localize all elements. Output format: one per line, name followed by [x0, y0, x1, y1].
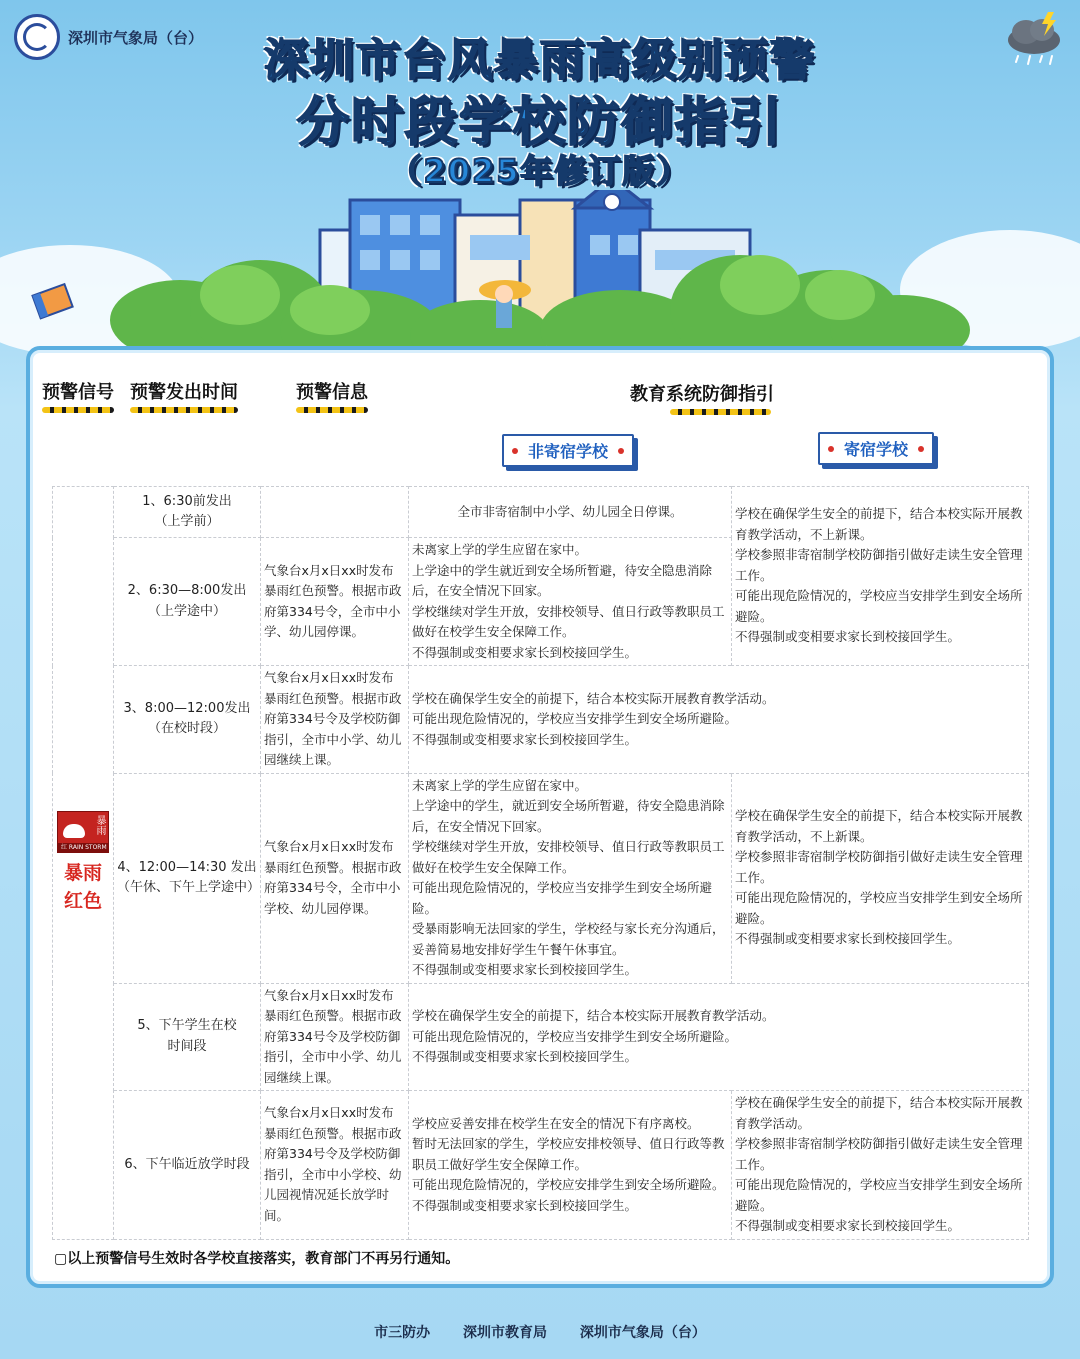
non-boarding-cell: 全市非寄宿制中小学、幼儿园全日停课。: [409, 487, 732, 538]
merged-guidance-cell: 学校在确保学生安全的前提下，结合本校实际开展教育教学活动。 可能出现危险情况的，学校应当安排学生到安全场所避险。 不得强制或变相要求家长到校接回学生。: [409, 666, 1029, 774]
page-title-line1: 深圳市台风暴雨高级别预警: [264, 35, 816, 86]
boarding-cell: 学校在确保学生安全的前提下，结合本校实际开展教育教学活动，不上新课。 学校参照非寄宿制学校防御指引做好走读生安全管理工作。 可能出现危险情况的，学校应当安排学生到安全场所避险。 不得强制或变相要求家长到校接回学生。: [732, 487, 1029, 666]
table-row: [53, 487, 1029, 538]
guide-table: [52, 486, 1029, 1240]
school-scenery-illustration: [0, 190, 1080, 360]
col-header-info: 预警信息: [296, 378, 368, 404]
issue-time-cell: 3、8:00—12:00发出 （在校时段）: [114, 666, 261, 774]
table-row: [53, 1091, 1029, 1240]
footnote: ▢以上预警信号生效时各学校直接落实，教育部门不再另行通知。: [54, 1251, 460, 1267]
table-row: [53, 666, 1029, 774]
issue-time-cell: 4、12:00—14:30 发出 （午休、下午上学途中）: [114, 773, 261, 983]
table-row: [53, 983, 1029, 1091]
page-title-edition: （2025年修订版）: [389, 152, 691, 190]
issuer-name: 市三防办: [374, 1325, 431, 1341]
non-boarding-cell: 未离家上学的学生应留在家中。 上学途中的学生，就近到安全场所暂避，待安全隐患消除后，在安全情况下回家。 学校继续对学生开放，安排校领导、值日行政等教职员工做好在校学生安全保障工作。 可能出现危险情况的，学校应当安排学生到安全场所避险。 受暴雨影响无法回家的学生，学校经与家长充分沟通后，妥善简易地安排好学生午餐午休事宜。 不得强制或变相要求家长到校接回学生。: [409, 773, 732, 983]
issue-time-cell: 5、下午学生在校 时间段: [114, 983, 261, 1091]
info-cell: 气象台x月x日xx时发布暴雨红色预警。根据市政府第334号令，全市中小学校、幼儿园停课。: [261, 773, 409, 983]
info-cell: 气象台x月x日xx时发布暴雨红色预警。根据市政府第334号令及学校防御指引，全市中小学、幼儿园继续上课。: [261, 983, 409, 1091]
footer-issuers: [0, 1322, 1080, 1342]
storm-cloud-icon: [1004, 10, 1064, 72]
info-cell: 气象台x月x日xx时发布暴雨红色预警。根据市政府第334号令，全市中小学、幼儿园停课。: [261, 538, 409, 666]
info-cell: [261, 487, 409, 538]
signal-name: 暴雨 红色: [63, 861, 102, 912]
issuer-name: 深圳市气象局（台）: [579, 1325, 706, 1341]
org-name: 深圳市气象局（台）: [68, 28, 204, 47]
issue-time-cell: 6、下午临近放学时段: [114, 1091, 261, 1240]
issue-time-cell: 1、6:30前发出 （上学前）: [114, 487, 261, 538]
boarding-cell: 学校在确保学生安全的前提下，结合本校实际开展教育教学活动。 学校参照非寄宿制学校防御指引做好走读生安全管理工作。 可能出现危险情况的，学校应当安排学生到安全场所避险。 不得强制或变相要求家长到校接回学生。: [732, 1091, 1029, 1240]
col-header-signal: 预警信号: [42, 378, 114, 404]
issue-time-cell: 2、6:30—8:00发出 （上学途中）: [114, 538, 261, 666]
rainstorm-red-signal-icon: 暴雨 红 RAIN STORM: [57, 811, 109, 853]
issuer-name: 深圳市教育局: [463, 1325, 547, 1341]
boarding-cell: 学校在确保学生安全的前提下，结合本校实际开展教育教学活动，不上新课。 学校参照非寄宿制学校防御指引做好走读生安全管理工作。 可能出现危险情况的，学校应当安排学生到安全场所避险。 不得强制或变相要求家长到校接回学生。: [732, 773, 1029, 983]
signal-cell: [53, 487, 114, 1240]
tag-non-boarding: 非寄宿学校: [502, 434, 634, 467]
merged-guidance-cell: 学校在确保学生安全的前提下，结合本校实际开展教育教学活动。 可能出现危险情况的，学校应当安排学生到安全场所避险。 不得强制或变相要求家长到校接回学生。: [409, 983, 1029, 1091]
tag-boarding: 寄宿学校: [818, 432, 934, 465]
col-header-guidance: 教育系统防御指引: [630, 380, 774, 406]
non-boarding-cell: 学校应妥善安排在校学生在安全的情况下有序离校。 暂时无法回家的学生，学校应安排校领导、值日行政等教职员工做好学生安全保障工作。 可能出现危险情况的，学校应安排学生到安全场所避险。 不得强制或变相要求家长到校接回学生。: [409, 1091, 732, 1240]
table-row: [53, 773, 1029, 983]
non-boarding-cell: 未离家上学的学生应留在家中。 上学途中的学生就近到安全场所暂避，待安全隐患消除后，在安全情况下回家。 学校继续对学生开放，安排校领导、值日行政等教职员工做好在校学生安全保障工作。 不得强制或变相要求家长到校接回学生。: [409, 538, 732, 666]
guide-card: [26, 346, 1054, 1288]
info-cell: 气象台x月x日xx时发布暴雨红色预警。根据市政府第334号令及学校防御指引，全市中小学校、幼儿园视情况延长放学时间。: [261, 1091, 409, 1240]
page-title-line2: 分时段学校防御指引: [296, 93, 783, 153]
info-cell: 气象台x月x日xx时发布暴雨红色预警。根据市政府第334号令及学校防御指引，全市中小学、幼儿园继续上课。: [261, 666, 409, 774]
col-header-issue-time: 预警发出时间: [130, 378, 238, 404]
